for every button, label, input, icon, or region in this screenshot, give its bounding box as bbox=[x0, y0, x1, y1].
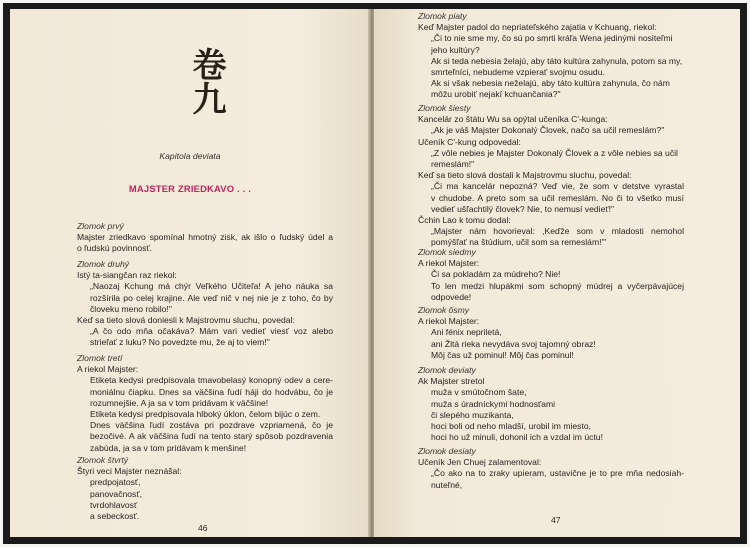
text-line: Čchin Lao k tomu dodal: bbox=[418, 215, 511, 226]
text-line: Keď sa tieto slová dostali k Majstrovmu sluchu, povedal: bbox=[418, 170, 632, 181]
text-line: panovačnosť, bbox=[90, 488, 142, 499]
text-line: jeho kultúry? bbox=[431, 44, 480, 55]
left-page bbox=[10, 9, 370, 537]
text-line: muža s úradníckymi hodnosťami bbox=[431, 398, 556, 409]
text-line: Či sa pokladám za múdreho? Nie! bbox=[431, 269, 561, 280]
text-line: A riekol Majster: bbox=[418, 316, 480, 327]
text-line: To len medzi hlupákmi som schopný múdrej a vyčerpávajúcej bbox=[431, 280, 684, 291]
text-line: Učeník C'-kung odpovedal: bbox=[418, 136, 521, 147]
text-line: muža v smútočnom šate, bbox=[431, 387, 527, 398]
section-4 bbox=[77, 455, 333, 522]
text-line: rozšírila po celej krajine. Ale veď nič v nej nie je z toho, čo by bbox=[90, 292, 333, 303]
section-3 bbox=[77, 353, 333, 454]
section-heading: Zlomok druhý bbox=[77, 259, 130, 269]
text-line: odpovede! bbox=[431, 291, 472, 302]
text-line: „Naozaj Kchung má chýr Veľkého Učiteľa! A jeho náuka sa bbox=[90, 281, 333, 292]
text-line: „Majster nám hovorieval: ,Keďže som v mladosti nemohol bbox=[431, 226, 684, 237]
section-heading: Zlomok piaty bbox=[418, 11, 467, 21]
text-line: hoci ho už minuli, dohonil ich a vzdal im úctu! bbox=[431, 432, 603, 443]
section-6 bbox=[418, 103, 684, 249]
text-line: človeku meno robilo!" bbox=[90, 303, 172, 314]
text-line: „Ak je váš Majster Dokonalý Človek, načo sa učil remeslám?" bbox=[431, 125, 665, 136]
text-line: tvrdohlavosť bbox=[90, 499, 138, 510]
section-heading: Zlomok deviaty bbox=[418, 365, 476, 375]
text-line: Etiketa kedysi predpisovala hlboký úklon, čelom bijúc o zem. bbox=[90, 409, 321, 420]
section-heading: Zlomok siedmy bbox=[418, 247, 476, 257]
chapter-title: MAJSTER ZRIEDKAVO . . . bbox=[128, 183, 252, 194]
section-5 bbox=[418, 11, 684, 101]
section-7 bbox=[418, 247, 684, 303]
text-line: „Z vôle nebies je Majster Dokonalý Človek a z vôle nebies sa učil bbox=[431, 147, 678, 158]
text-line: Učeník Jen Chuej zalamentoval: bbox=[418, 457, 542, 468]
text-line: „Či to nie sme my, čo sú po smrti kráľa Wena jedinými nositeľmi bbox=[431, 33, 673, 44]
text-line: o ľudskú povinnosť. bbox=[77, 243, 153, 254]
text-line: moniálnu čiapku. Dnes sa väčšina ľudí háji do hodvábu, čo je bbox=[90, 386, 333, 397]
text-line: Štyri veci Majster neznášal: bbox=[77, 466, 182, 477]
text-line: bezočivé. A ak väčšina ľudí na tento starý spôsob pozdravenia bbox=[90, 431, 333, 442]
text-line: pomýšľať na štúdium, učil som sa remeslám!'" bbox=[431, 237, 607, 248]
text-line: Keď Majster padol do nepriateľského zajatia v Kchuang, riekol: bbox=[418, 22, 657, 33]
section-2 bbox=[77, 259, 333, 349]
chinese-title: 卷九 bbox=[186, 47, 226, 115]
text-line: Kancelár zo štátu Wu sa opýtal učeníka C'-kunga: bbox=[418, 114, 608, 125]
text-line: či slepého muzikanta, bbox=[431, 409, 514, 420]
section-heading: Zlomok štvrtý bbox=[77, 455, 129, 465]
text-line: „Či ma kancelár nepozná? Veď vie, že som v detstve vyrastal bbox=[431, 181, 684, 192]
section-heading: Zlomok ôsmy bbox=[418, 305, 470, 315]
text-line: Môj čas už pominul! Môj čas pominul! bbox=[431, 349, 574, 360]
text-line: Keď sa tieto slová doniesli k Majstrovmu sluchu, povedal: bbox=[77, 315, 295, 326]
text-line: Majster zriedkavo spomínal hmotný zisk, ak išlo o ľudský údel a bbox=[77, 232, 333, 243]
chinese-chapter-glyph bbox=[187, 47, 225, 115]
section-1 bbox=[77, 221, 333, 255]
text-line: hoci boli od neho mladší, urobil im miesto, bbox=[431, 421, 592, 432]
page-number-right: 47 bbox=[551, 515, 561, 525]
text-line: Ak si teda nebesia želajú, aby táto kultúra zahynula, potom sa my, bbox=[431, 55, 683, 66]
text-line: rozumnejšie. A ja sa v tom pridávam k väčšine! bbox=[90, 397, 269, 408]
section-heading: Zlomok desiaty bbox=[418, 446, 476, 456]
text-line: Ak Majster stretol bbox=[418, 376, 485, 387]
section-9 bbox=[418, 365, 684, 443]
section-heading: Zlomok šiesty bbox=[418, 103, 471, 113]
text-line: Dnes väčšina ľudí zostáva pri pozdrave vzpriamená, čo je bbox=[90, 420, 333, 431]
page-number-left: 46 bbox=[198, 523, 208, 533]
text-line: strieľať z luku? No povedzte mu, že aj to viem!" bbox=[90, 337, 270, 348]
text-line: predpojatosť, bbox=[90, 477, 141, 488]
text-line: Etiketa kedysi predpisovala tmavobelasý konopný odev a cere- bbox=[90, 375, 333, 386]
section-10 bbox=[418, 446, 684, 491]
text-line: A riekol Majster: bbox=[77, 364, 139, 375]
text-line: vedieť ušľachtilý človek? Nie, to nemusí vedieť!" bbox=[431, 203, 615, 214]
text-line: Ani fénix nepriletá, bbox=[431, 327, 502, 338]
section-8 bbox=[418, 305, 684, 361]
section-heading: Zlomok prvý bbox=[77, 221, 124, 231]
text-line: ani Žltá rieka nevydáva svoj tajomný obraz! bbox=[431, 338, 596, 349]
section-heading: Zlomok tretí bbox=[77, 353, 123, 363]
text-line: nuteľné, bbox=[431, 479, 463, 490]
text-line: zabúda, ja sa v tom pridávam k menšine! bbox=[90, 442, 247, 453]
text-line: remeslám!" bbox=[431, 159, 475, 170]
text-line: a sebeckosť. bbox=[90, 511, 140, 522]
chapter-subtitle: Kapitola deviata bbox=[159, 151, 221, 161]
book-spread bbox=[3, 3, 747, 544]
right-page bbox=[374, 9, 740, 537]
text-line: „Čo ako na to zraky upieram, ustavične je to pre mňa nedosiah- bbox=[431, 468, 684, 479]
text-line: Ak si však nebesia neželajú, aby táto kultúra zahynula, čo nám bbox=[431, 78, 670, 89]
text-line: „A čo odo mňa očakáva? Mám vari vedieť viesť voz alebo bbox=[90, 326, 333, 337]
text-line: môžu urobiť nejakí kchuančania?" bbox=[431, 89, 561, 100]
text-line: v chudobe. A preto som sa učil remeslám. No či to všetko musí bbox=[431, 192, 684, 203]
text-line: Istý ta-siangčan raz riekol: bbox=[77, 270, 177, 281]
text-line: smrteľníci, nebudeme vzpierať svojmu osudu. bbox=[431, 67, 605, 78]
text-line: A riekol Majster: bbox=[418, 258, 480, 269]
